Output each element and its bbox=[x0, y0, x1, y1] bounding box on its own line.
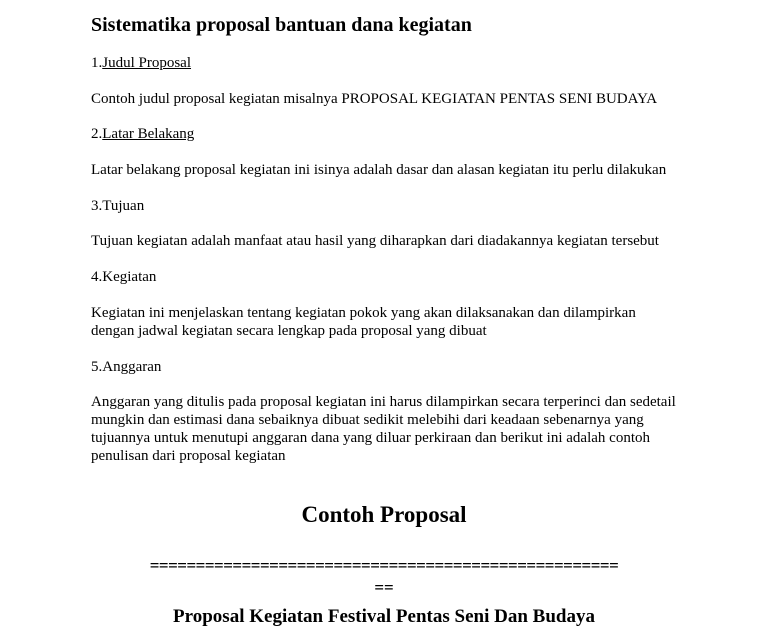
section-heading-text: Anggaran bbox=[102, 359, 162, 375]
section-4-heading bbox=[91, 268, 691, 286]
section-3-body: Tujuan kegiatan adalah manfaat atau hasil yang diharapkan dari diadakannya kegiatan tersebut bbox=[91, 233, 659, 249]
section-heading-text: Latar Belakang bbox=[102, 126, 195, 142]
section-3-heading bbox=[91, 197, 691, 215]
section-1-heading bbox=[91, 54, 691, 72]
document-title: Sistematika proposal bantuan dana kegiatan bbox=[91, 14, 472, 36]
section-5-body: Anggaran yang ditulis pada proposal kegiatan ini harus dilampirkan secara terperinci dan sedetail mungkin dan estimasi dana sebaiknya dibuat sedikit melebihi dari keadaan sebenarnya yang tujuannya untuk menutupi anggaran dana yang diluar perkiraan dan berikut ini adalah contoh penulisan dari proposal kegiatan bbox=[91, 394, 676, 464]
section-heading-text: Kegiatan bbox=[102, 269, 157, 285]
proposal-title: Proposal Kegiatan Festival Pentas Seni Dan Budaya bbox=[173, 606, 595, 627]
section-heading-text: Tujuan bbox=[102, 198, 145, 214]
section-heading-text: Judul Proposal bbox=[102, 55, 192, 71]
section-number: 1. bbox=[91, 55, 103, 71]
section-4-body: Kegiatan ini menjelaskan tentang kegiatan pokok yang akan dilaksanakan dan dilampirkan dengan jadwal kegiatan secara lengkap pada proposal yang dibuat bbox=[91, 305, 636, 339]
separator-line-tail: == bbox=[374, 578, 394, 597]
section-number: 2. bbox=[91, 126, 103, 142]
section-5-heading bbox=[91, 358, 691, 376]
section-number: 4. bbox=[91, 269, 103, 285]
section-2-heading bbox=[91, 125, 691, 143]
section-1-body: Contoh judul proposal kegiatan misalnya PROPOSAL KEGIATAN PENTAS SENI BUDAYA bbox=[91, 91, 658, 107]
separator-line: =================================================== bbox=[149, 556, 619, 575]
section-number: 5. bbox=[91, 359, 103, 375]
section-number: 3. bbox=[91, 198, 103, 214]
section-2-body: Latar belakang proposal kegiatan ini isinya adalah dasar dan alasan kegiatan itu perlu dilakukan bbox=[91, 162, 667, 178]
example-heading: Contoh Proposal bbox=[301, 502, 467, 527]
